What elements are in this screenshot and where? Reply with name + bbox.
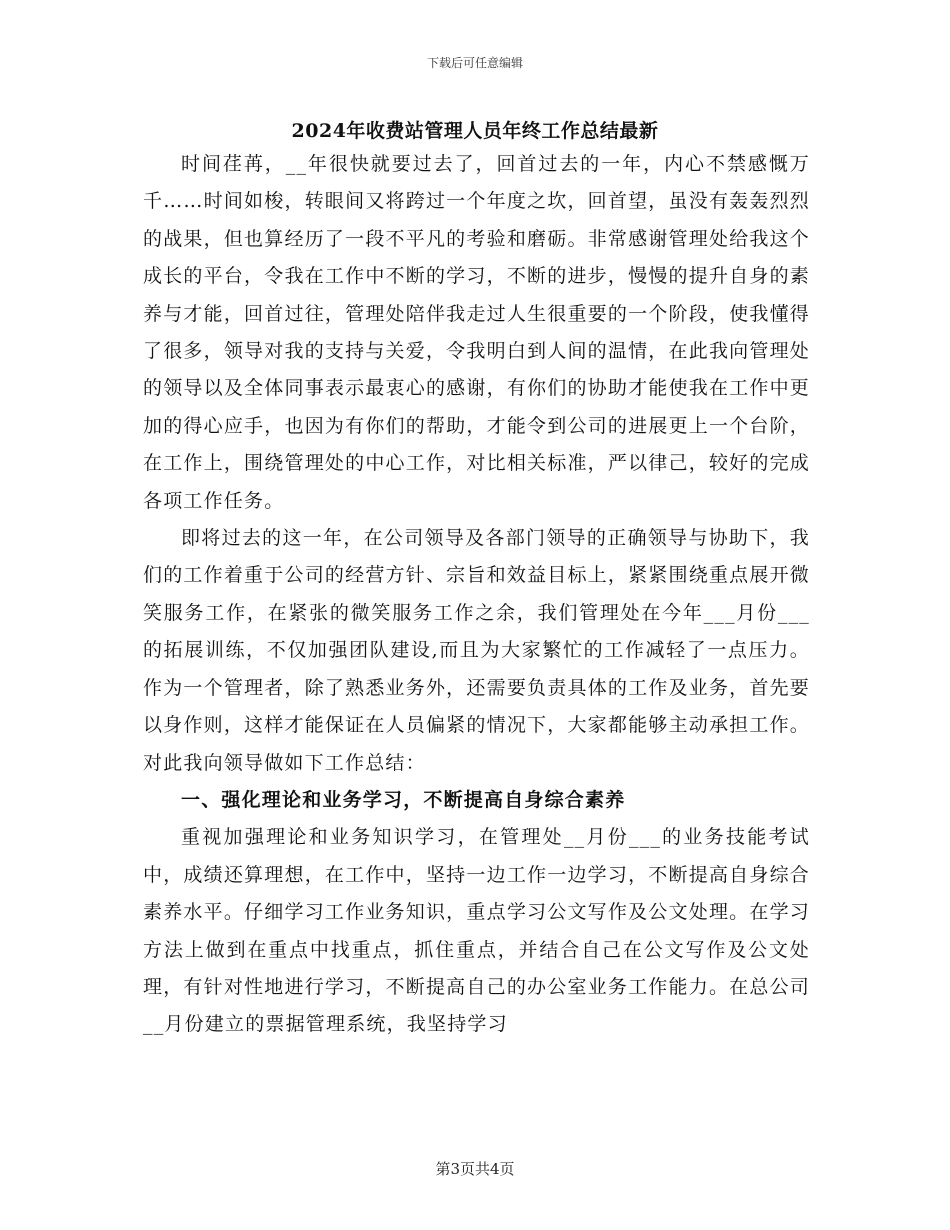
section-1-paragraph: 重视加强理论和业务知识学习，在管理处__月份___的业务技能考试中，成绩还算理想，在工作中，坚持一边工作一边学习，不断提高自身综合素养水平。仔细学习工作业务知识，重点学习公文写作及公文处理。在学习方法上做到在重点中找重点，抓住重点，并结合自己在公文写作及公文处理，有针对性地进行学习，不断提高自己的办公室业务工作能力。在总公司__月份建立的票据管理系统，我坚持学习 xyxy=(143,826,810,1036)
body-paragraph-2: 即将过去的这一年，在公司领导及各部门领导的正确领导与协助下，我们的工作着重于公司的经营方针、宗旨和效益目标上，紧紧围绕重点展开微笑服务工作，在紧张的微笑服务工作之余，我们管理处在今年___月份___的拓展训练，不仅加强团队建设,而且为大家繁忙的工作减轻了一点压力。作为一个管理者，除了熟悉业务外，还需要负责具体的工作及业务，首先要以身作则，这样才能保证在人员偏紧的情况下，大家都能够主动承担工作。对此我向领导做如下工作总结： xyxy=(143,527,810,774)
page-number: 第3页共4页 xyxy=(435,1160,515,1178)
document-title: 2024年收费站管理人员年终工作总结最新 xyxy=(291,120,659,142)
page-header-note: 下载后可任意编辑 xyxy=(426,56,523,70)
section-heading-1: 一、强化理论和业务学习，不断提高自身综合素养 xyxy=(181,788,626,811)
document-body xyxy=(143,146,810,1044)
body-paragraph-1: 时间荏苒，__年很快就要过去了，回首过去的一年，内心不禁感慨万千……时间如梭，转眼间又将跨过一个年度之坎，回首望，虽没有轰轰烈烈的战果，但也算经历了一段不平凡的考验和磨砺。非常感谢管理处给我这个成长的平台，令我在工作中不断的学习，不断的进步，慢慢的提升自身的素养与才能，回首过往，管理处陪伴我走过人生很重要的一个阶段，使我懂得了很多，领导对我的支持与关爱，令我明白到人间的温情，在此我向管理处的领导以及全体同事表示最衷心的感谢，有你们的协助才能使我在工作中更加的得心应手，也因为有你们的帮助，才能令到公司的进展更上一个台阶，在工作上，围绕管理处的中心工作，对比相关标准，严以律己，较好的完成各项工作任务。 xyxy=(143,153,810,512)
